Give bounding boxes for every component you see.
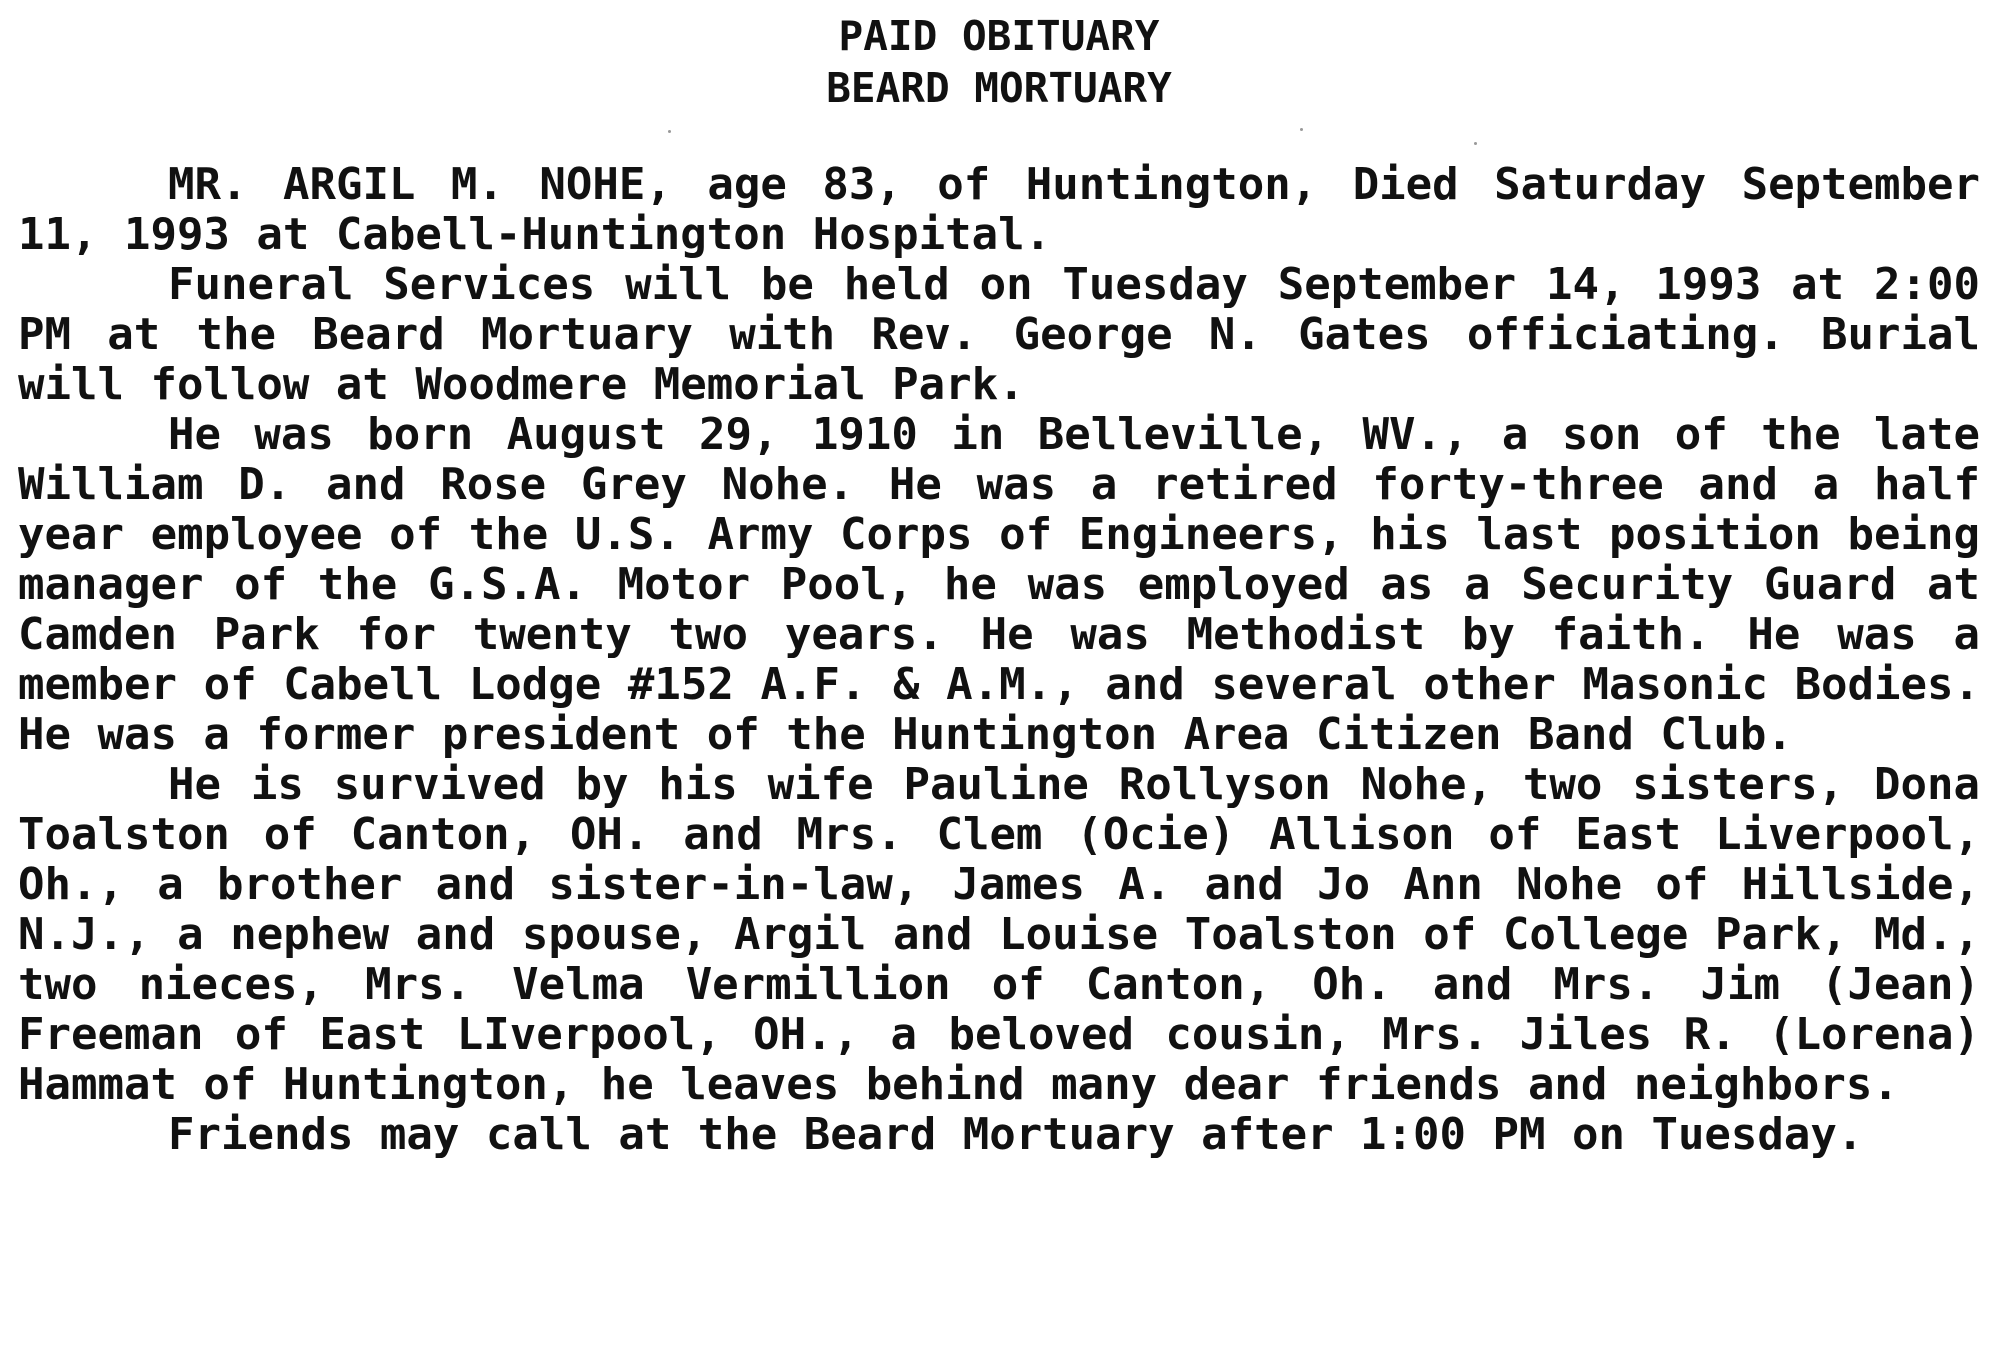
scan-speck bbox=[1474, 142, 1477, 145]
obituary-body bbox=[18, 160, 1980, 1160]
paragraph-visitation: Friends may call at the Beard Mortuary after 1:00 PM on Tuesday. bbox=[168, 1109, 1864, 1160]
paragraph-death-notice: MR. ARGIL M. NOHE, age 83, of Huntington, Died Saturday September 11, 1993 at Cabell-Huntington Hospital. bbox=[18, 159, 1980, 260]
scan-speck bbox=[668, 130, 671, 133]
paragraph-survivors: He is survived by his wife Pauline Rollyson Nohe, two sisters, Dona Toalston of Canton, OH. and Mrs. Clem (Ocie) Allison of East Liverpool, Oh., a brother and sister-in-law, James A. and Jo Ann Nohe of Hillside, N.J., a nephew and spouse, Argil and Louise Toalston of College Park, Md., two nieces, Mrs. Velma Vermillion of Canton, Oh. and Mrs. Jim (Jean) Freeman of East LIverpool, OH., a beloved cousin, Mrs. Jiles R. (Lorena) Hammat of Huntington, he leaves behind many dear friends and neighbors. bbox=[18, 759, 1980, 1110]
paragraph-biography: He was born August 29, 1910 in Belleville, WV., a son of the late William D. and Rose Grey Nohe. He was a retired forty-three and a half year employee of the U.S. Army Corps of Engineers, his last position being manager of the G.S.A. Motor Pool, he was employed as a Security Guard at Camden Park for twenty two years. He was Methodist by faith. He was a member of Cabell Lodge #152 A.F. & A.M., and several other Masonic Bodies. He was a former president of the Huntington Area Citizen Band Club. bbox=[18, 409, 1980, 760]
document-subtitle: BEARD MORTUARY bbox=[826, 64, 1172, 112]
document-title: PAID OBITUARY bbox=[838, 12, 1160, 60]
scan-speck bbox=[1300, 128, 1303, 131]
paragraph-funeral-services: Funeral Services will be held on Tuesday September 14, 1993 at 2:00 PM at the Beard Mortuary with Rev. George N. Gates officiating. Burial will follow at Woodmere Memorial Park. bbox=[18, 259, 1980, 410]
